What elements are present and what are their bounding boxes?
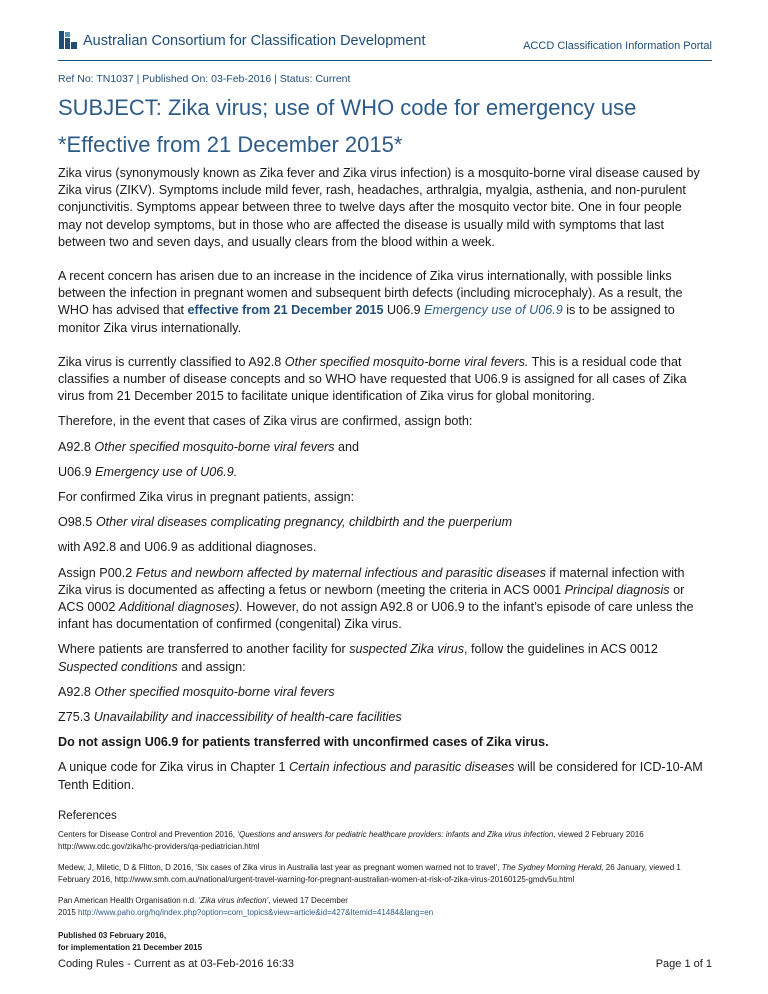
- reference-paho-link[interactable]: http://www.paho.org/hq/index.php?option=com_topics&view=article&id=427&Itemid=41484&lang=en: [78, 907, 434, 917]
- warning-paragraph: Do not assign U06.9 for patients transferred with unconfirmed cases of Zika virus.: [58, 735, 549, 750]
- code-line-o985: O98.5 Other viral diseases complicating pregnancy, childbirth and the puerperium: [58, 515, 513, 530]
- newborn-paragraph: Assign P00.2 Fetus and newborn affected by maternal infectious and parasitic diseases if maternal infection with Zika virus is documented as affecting a fetus or newborn (meeting the criteria in ACS 0001 Principal diagnosis or ACS 0002 Additional diagnoses). However, do not assign A92.8 or U06.9 to the infant’s episode of care unless the infant has documentation of confirmed (congenital) Zika virus.: [58, 565, 694, 632]
- intro-paragraph: Zika virus (synonymously known as Zika fever and Zika virus infection) is a mosquito-borne viral disease caused by Zika virus (ZIKV). Symptoms include mild fever, rash, headaches, arthralgia, myalgia, asthenia, and non-purulent conjunctivitis. Symptoms appear between three to twelve days after the mosquito vector bite. One in four people may not develop symptoms, but in those who are affected the disease is usually mild with symptoms that last between two and seven days, and usually clears from the blood within a week.: [58, 166, 700, 249]
- classification-paragraph: Zika virus is currently classified to A92.8 Other specified mosquito-borne viral fevers. This is a residual code that classifies a number of disease concepts and so WHO have requested that U06.9 is assigned for all cases of Zika virus from 21 December 2015 to facilitate unique identification of Zika virus for global monitoring.: [58, 354, 687, 404]
- reference-cdc: Centers for Disease Control and Prevention 2016, ‘Questions and answers for pediatric healthcare providers: infants and Zika virus infection, viewed 2 February 2016 http://www.cdc.gov/zika/hc-providers/qa-pediatrician.html: [58, 830, 644, 851]
- transfer-paragraph: Where patients are transferred to another facility for suspected Zika virus, follow the guidelines in ACS 0012 Suspected conditions and assign:: [58, 642, 658, 674]
- future-code-paragraph: A unique code for Zika virus in Chapter 1 Certain infectious and parasitic diseases will be considered for ICD-10-AM Tenth Edition.: [58, 760, 703, 792]
- references-heading: References: [58, 809, 117, 822]
- document-body: [58, 165, 708, 953]
- code-line-a928-transfer: A92.8 Other specified mosquito-borne viral fevers: [58, 684, 335, 699]
- accd-logo-icon: [59, 31, 77, 49]
- code-line-a928: A92.8 Other specified mosquito-borne viral fevers and: [58, 439, 360, 454]
- portal-name[interactable]: ACCD Classification Information Portal: [523, 40, 712, 52]
- reference-paho: Pan American Health Organisation n.d. ‘Zika virus infection’, viewed 17 December 2015 http://www.paho.org/hq/index.php?option=com_topics&view=article&id=427&Itemid=41484&lang=en: [58, 896, 434, 917]
- reference-smh: Medew, J, Miletic, D & Flitton, D 2016, ‘Six cases of Zika virus in Australia last year as pregnant women warned not to travel’, The Sydney Morning Herald, 26 January, viewed 1 February 2016, http://www.smh.com.au/national/urgent-travel-warning-for-pregnant-australian-women-at-risk-of-zika-virus-20160125-gmdv5u.html: [58, 863, 681, 884]
- page-header: [58, 30, 712, 61]
- org-name[interactable]: Australian Consortium for Classification Development: [83, 33, 426, 49]
- page-number: Page 1 of 1: [655, 958, 712, 970]
- reference-cdc-url[interactable]: http://www.cdc.gov/zika/hc-providers/qa-pediatrician.html: [58, 841, 260, 851]
- pregnant-paragraph: For confirmed Zika virus in pregnant patients, assign:: [58, 490, 355, 505]
- page-subtitle: *Effective from 21 December 2015*: [58, 132, 403, 157]
- assign-both-paragraph: Therefore, in the event that cases of Zika virus are confirmed, assign both:: [58, 414, 473, 429]
- additional-diagnoses-paragraph: with A92.8 and U06.9 as additional diagnoses.: [58, 540, 317, 555]
- published-note: Published 03 February 2016, for implementation 21 December 2015: [58, 931, 203, 952]
- footer-timestamp: Coding Rules - Current as at 03-Feb-2016 16:33: [58, 958, 295, 970]
- ref-line: Ref No: TN1037 | Published On: 03-Feb-2016 | Status: Current: [58, 73, 351, 85]
- concern-paragraph: A recent concern has arisen due to an increase in the incidence of Zika virus internationally, with possible links between the infection in pregnant women and subsequent birth defects (including microcephaly). As a result, the WHO has advised that effective from 21 December 2015 U06.9 Emergency use of U06.9 is to be assigned to monitor Zika virus internationally.: [58, 269, 683, 335]
- code-line-u069: U06.9 Emergency use of U06.9.: [58, 464, 238, 479]
- code-line-z753: Z75.3 Unavailability and inaccessibility of health-care facilities: [58, 710, 402, 725]
- page-footer: [58, 958, 712, 970]
- page-title: SUBJECT: Zika virus; use of WHO code for emergency use: [58, 95, 637, 120]
